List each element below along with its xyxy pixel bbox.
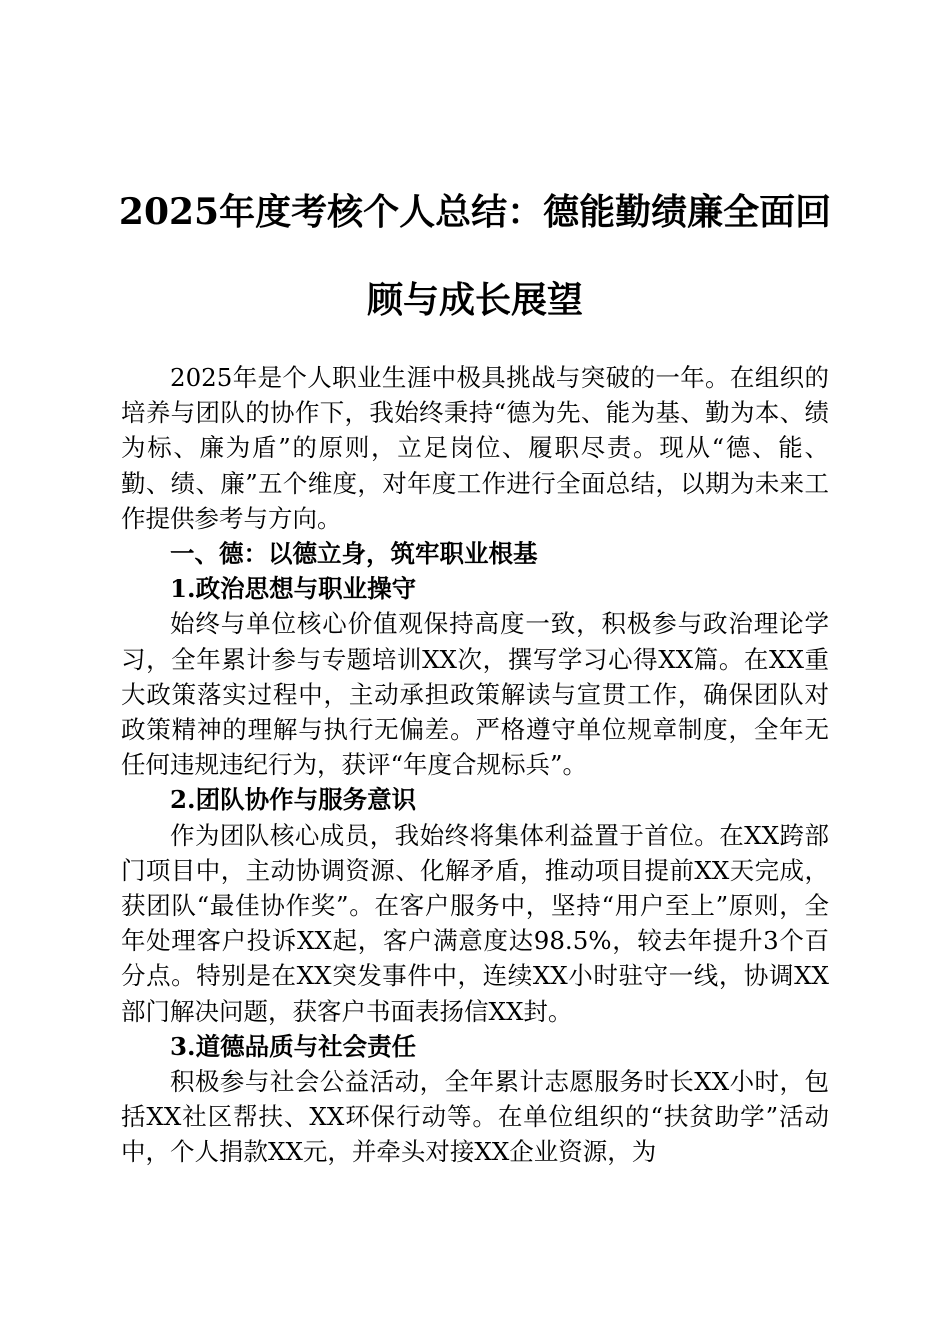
title-line-2: 顾与成长展望 xyxy=(366,279,583,321)
document-body xyxy=(121,360,829,1170)
intro-paragraph: 2025年是个人职业生涯中极具挑战与突破的一年。在组织的培养与团队的协作下，我始终秉持“德为先、能为基、勤为本、绩为标、廉为盾”的原则，立足岗位、履职尽责。现从“德、能、勤、绩、廉”五个维度，对年度工作进行全面总结，以期为未来工作提供参考与方向。 xyxy=(121,363,829,533)
subsection-heading-3: 3.道德品质与社会责任 xyxy=(170,1031,417,1061)
title-line-1: 2025年度考核个人总结：德能勤绩廉全面回 xyxy=(118,191,832,233)
paragraph-social-responsibility: 积极参与社会公益活动，全年累计志愿服务时长XX小时，包括XX社区帮扶、XX环保行动等。在单位组织的“扶贫助学”活动中，个人捐款XX元，并牵头对接XX企业资源，为 xyxy=(121,1067,829,1167)
subsection-heading-1: 1.政治思想与职业操守 xyxy=(170,574,417,604)
document-title xyxy=(110,168,840,344)
paragraph-teamwork: 作为团队核心成员，我始终将集体利益置于首位。在XX跨部门项目中，主动协调资源、化解矛盾，推动项目提前XX天完成，获团队“最佳协作奖”。在客户服务中，坚持“用户至上”原则，全年处理客户投诉XX起，客户满意度达98.5%，较去年提升3个百分点。特别是在XX突发事件中，连续XX小时驻守一线，协调XX部门解决问题，获客户书面表扬信XX封。 xyxy=(121,820,829,1026)
subsection-heading-2: 2.团队协作与服务意识 xyxy=(170,785,417,815)
section-heading-1: 一、德：以德立身，筑牢职业根基 xyxy=(170,539,538,569)
paragraph-political-thought: 始终与单位核心价值观保持高度一致，积极参与政治理论学习，全年累计参与专题培训XX次，撰写学习心得XX篇。在XX重大政策落实过程中，主动承担政策解读与宣贯工作，确保团队对政策精神的理解与执行无偏差。严格遵守单位规章制度，全年无任何违规违纪行为，获评“年度合规标兵”。 xyxy=(121,609,829,780)
